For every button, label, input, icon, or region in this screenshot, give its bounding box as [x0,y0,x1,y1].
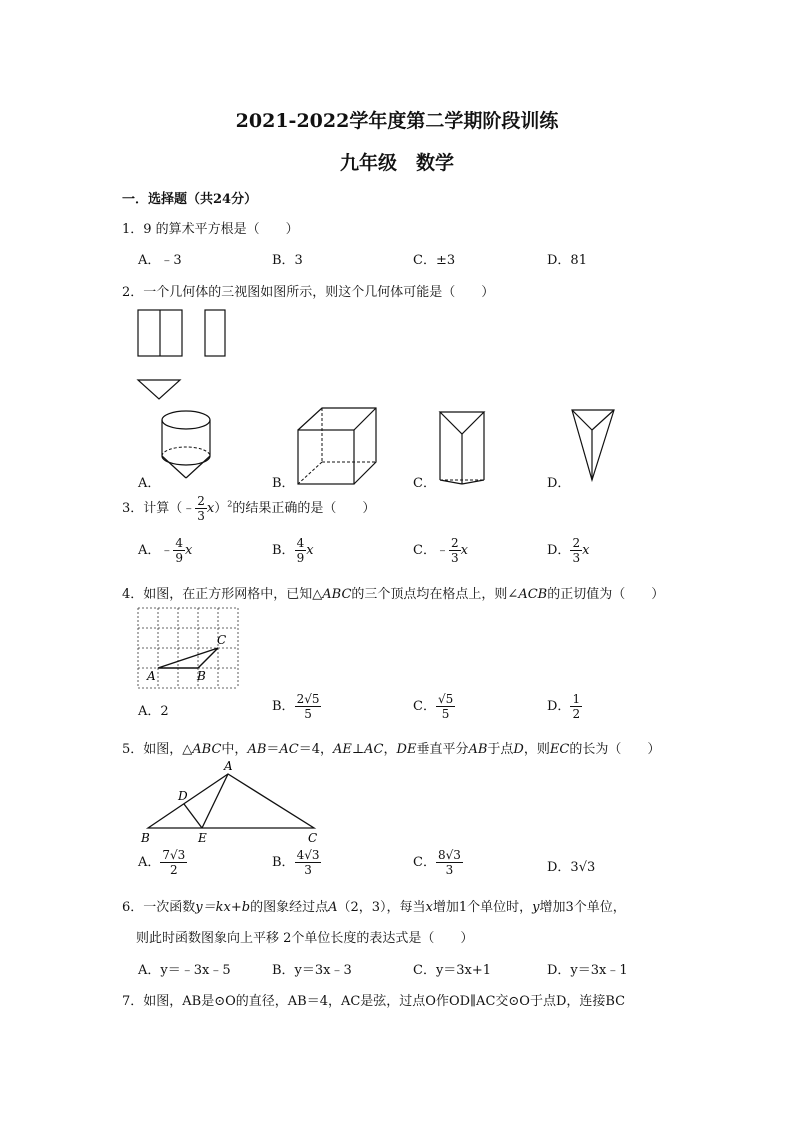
question-3-stem: 3．计算（﹣ $\frac{2}{3}$ x）$^2$的结果正确的是（ ） [122,494,376,523]
question-5-option-c: C． $\frac{8√3}{3}$ [413,848,461,877]
three-view-figure [132,306,232,404]
option-d-pyramid-figure [568,406,618,486]
question-5-stem: 5．如图，△ABC中，AB＝AC＝4，AE⊥AC，DE垂直平分AB于点D，则EC的长为（ ） [122,742,661,757]
option-c-prism-figure [436,408,488,488]
option-a-cylinder-cone-figure [158,406,218,492]
question-4-option-c: C． $\frac{√5}{5}$ [413,692,454,721]
question-6-stem-line-2: 则此时函数图象向上平移 2个单位长度的表达式是（ ） [136,931,474,946]
question-6-option-c: C．y＝3x+1 [413,963,492,978]
question-2-option-c: C． [413,476,436,491]
question-5-option-d: D．3√3 [547,860,596,875]
question-6-option-a: A．y＝﹣3x﹣5 [138,963,231,978]
question-3-option-b: B． $\frac{4}{9}$ x [272,536,314,565]
question-2-option-a: A． [138,476,161,491]
question-1-stem: 1．9 的算术平方根是（ ） [122,222,299,237]
question-7-stem: 7．如图，AB是⊙O的直径，AB＝4，AC是弦，过点O作OD∥AC交⊙O于点D，连接BC [122,994,626,1009]
question-3-option-a: A．﹣ $\frac{4}{9}$ x [138,536,193,565]
question-4-stem: 4．如图，在正方形网格中，已知△ABC的三个顶点均在格点上，则∠ACB的正切值为（ ） [122,587,665,602]
grid-triangle-figure [134,604,242,690]
grid-label-c: C [217,633,227,647]
label-d: D [178,789,188,803]
question-2-option-b: B． [272,476,295,491]
exam-title: 2021-2022学年度第二学期阶段训练 [235,110,559,132]
question-5-option-b: B． $\frac{4√3}{3}$ [272,848,320,877]
question-3-option-d: D． $\frac{2}{3}$ x [547,536,590,565]
option-b-cube-figure [292,404,382,488]
exam-subtitle: 九年级 数学 [339,152,454,174]
question-2-stem: 2．一个几何体的三视图如图所示，则这个几何体可能是（ ） [122,285,495,300]
question-4-option-d: D． $\frac{1}{2}$ [547,692,581,721]
question-6-stem-line-1: 6．一次函数y＝kx+b的图象经过点A（2，3），每当x增加1个单位时，y增加3个单位， [122,900,626,915]
question-3-option-c: C．﹣ $\frac{2}{3}$ x [413,536,468,565]
label-b: B [141,831,150,845]
grid-label-a: A [147,669,156,683]
question-4-option-b: B． $\frac{2√5}{5}$ [272,692,320,721]
question-1-option-a: A．﹣3 [138,253,182,268]
label-c: C [308,831,318,845]
triangle-abc-figure [136,760,336,846]
label-a: A [224,760,233,773]
question-2-option-d: D． [547,476,571,491]
question-6-option-b: B．y＝3x﹣3 [272,963,352,978]
question-6-option-d: D．y＝3x﹣1 [547,963,628,978]
question-1-option-d: D．81 [547,253,587,268]
question-5-option-a: A． $\frac{7√3}{2}$ [138,848,186,877]
fraction: $\frac{2}{3}$ [197,494,205,523]
label-e: E [198,831,207,845]
section-heading: 一．选择题（共24分） [122,192,258,207]
question-1-option-c: C．±3 [413,253,456,268]
question-1-option-b: B．3 [272,253,303,268]
grid-label-b: B [197,669,206,683]
question-4-option-a: A．2 [138,704,169,719]
